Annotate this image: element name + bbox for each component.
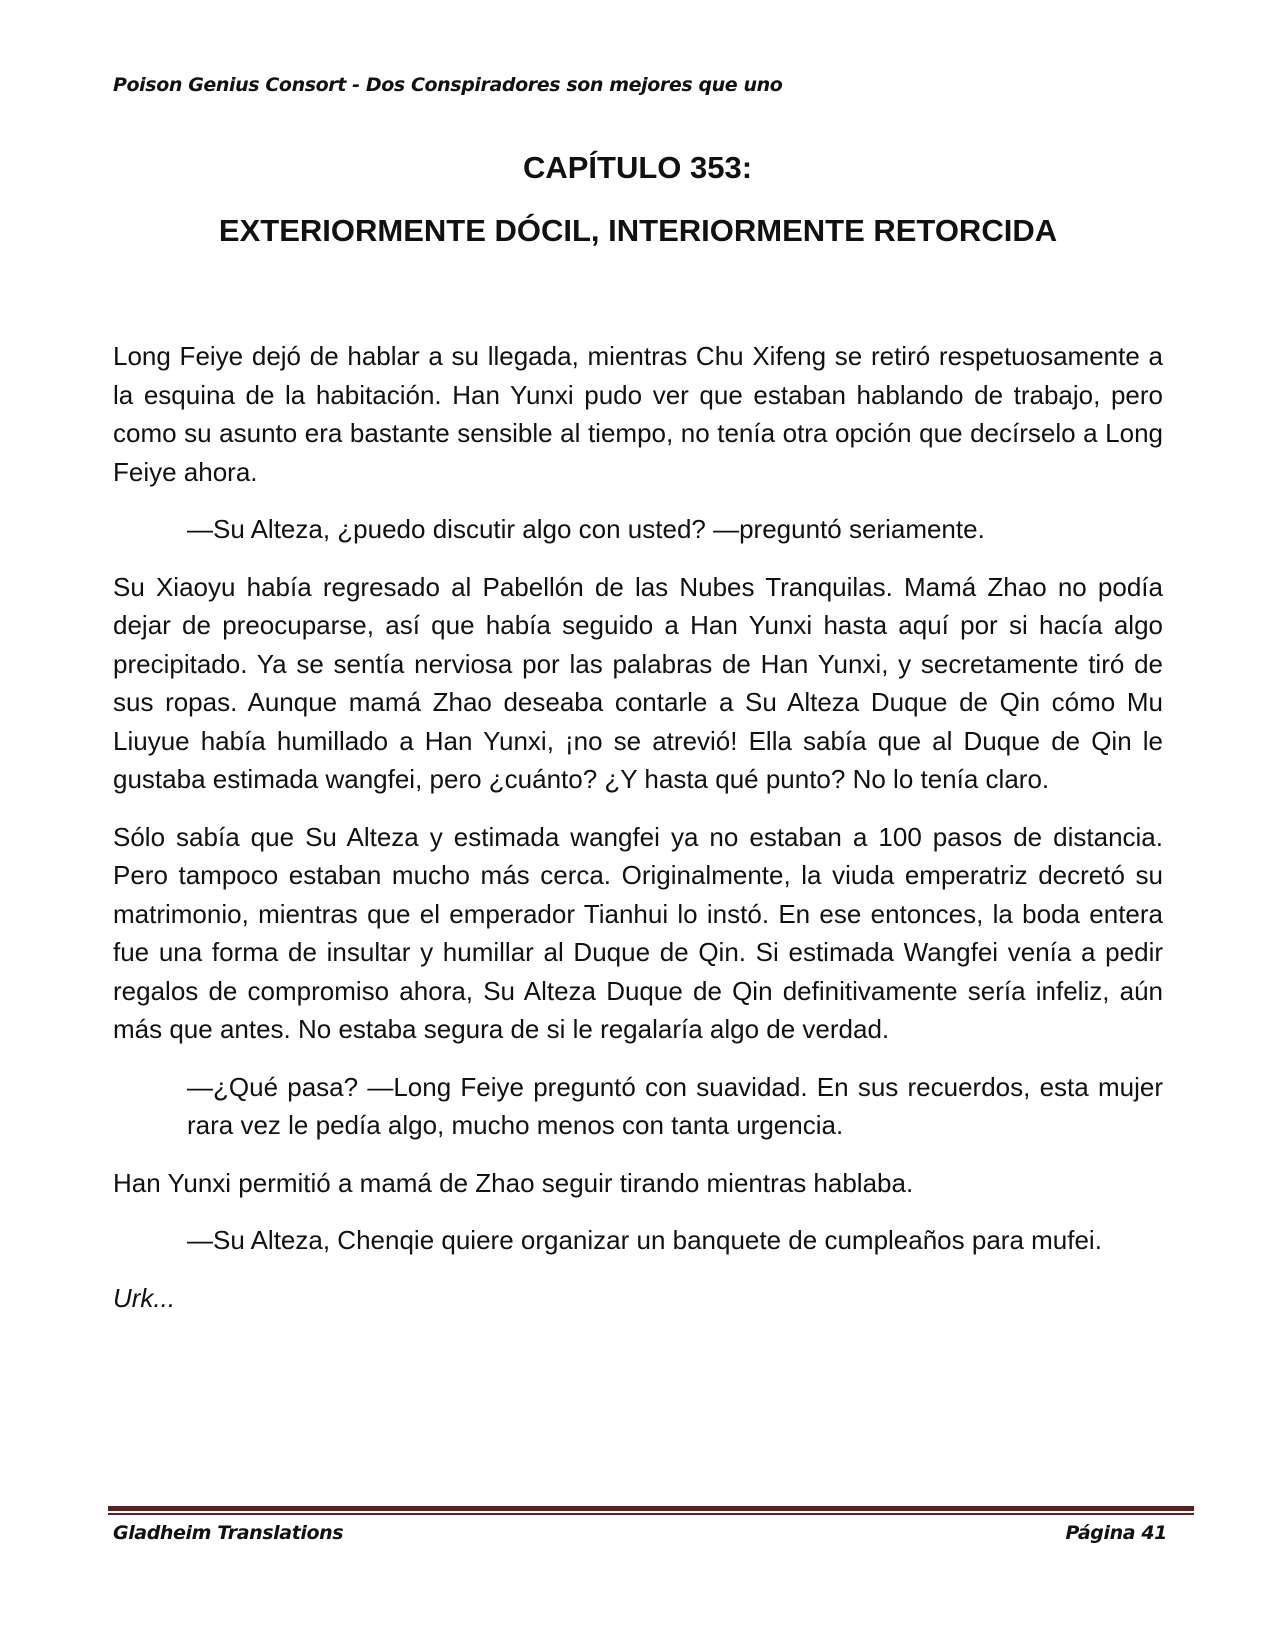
dialogue-paragraph: —¿Qué pasa? —Long Feiye preguntó con suavidad. En sus recuerdos, esta mujer rara vez le pedía algo, mucho menos con tanta urgencia. — [187, 1071, 1163, 1140]
chapter-number: CAPÍTULO 353: — [522, 150, 753, 185]
paragraph: Long Feiye dejó de hablar a su llegada, mientras Chu Xifeng se retiró respetuosamente a la esquina de la habitación. Han Yunxi pudo ver que estaban hablando de trabajo, pero como su asunto era bastante sensible al tiempo, no tenía otra opción que decírselo a Long Feiye ahora. — [113, 341, 1163, 487]
chapter-title: EXTERIORMENTE DÓCIL, INTERIORMENTE RETORCIDA — [218, 213, 1058, 248]
footer-publisher: Gladheim Translations — [113, 1522, 344, 1544]
dialogue-paragraph: —Su Alteza, ¿puedo discutir algo con usted? —preguntó seriamente. — [187, 514, 985, 544]
footer-rule — [108, 1506, 1194, 1515]
page-number: Página 41 — [1065, 1522, 1167, 1544]
body-text — [113, 337, 1163, 1336]
paragraph: Su Xiaoyu había regresado al Pabellón de las Nubes Tranquilas. Mamá Zhao no podía dejar de preocuparse, así que había seguido a Han Yunxi hasta aquí por si hacía algo precipitado. Ya se sentía nerviosa por las palabras de Han Yunxi, y secretamente tiró de sus ropas. Aunque mamá Zhao deseaba contarle a Su Alteza Duque de Qin cómo Mu Liuyue había humillado a Han Yunxi, ¡no se atrevió! Ella sabía que al Duque de Qin le gustaba estimada wangfei, pero ¿cuánto? ¿Y hasta qué punto? No lo tenía claro. — [113, 571, 1163, 794]
running-header: Poison Genius Consort - Dos Conspiradores son mejores que uno — [113, 74, 783, 96]
paragraph: Han Yunxi permitió a mamá de Zhao seguir tirando mientras hablaba. — [113, 1167, 914, 1198]
dialogue-paragraph: —Su Alteza, Chenqie quiere organizar un banquete de cumpleaños para mufei. — [187, 1225, 1102, 1255]
footer-rule-thin — [108, 1513, 1194, 1515]
paragraph: Sólo sabía que Su Alteza y estimada wangfei ya no estaban a 100 pasos de distancia. Pero tampoco estaban mucho más cerca. Originalmente, la viuda emperatriz decretó su matrimonio, mientras que el emperador Tianhui lo instó. En ese entonces, la boda entera fue una forma de insultar y humillar al Duque de Qin. Si estimada Wangfei venía a pedir regalos de compromiso ahora, Su Alteza Duque de Qin definitivamente sería infeliz, aún más que antes. No estaba segura de si le regalaría algo de verdad. — [113, 821, 1163, 1044]
footer-rule-thick — [108, 1506, 1194, 1511]
italic-paragraph: Urk... — [113, 1282, 176, 1313]
